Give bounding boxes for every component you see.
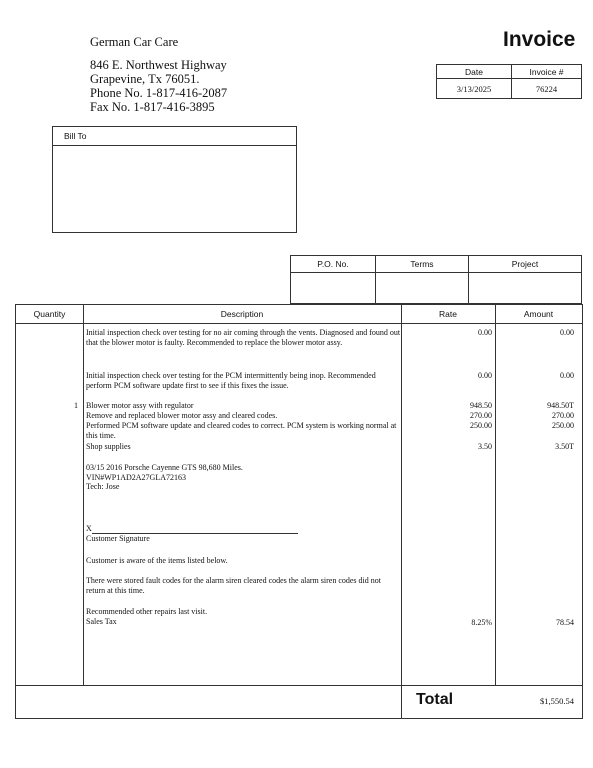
line-item-description: Performed PCM software update and cleared codes to correct. PCM system is working normal at this time.: [86, 421, 397, 440]
company-info: [90, 35, 227, 114]
line-item-amount: 250.00: [552, 421, 574, 430]
note-fault-codes: There were stored fault codes for the alarm siren cleared codes the alarm siren codes did not return at this time.: [86, 576, 381, 595]
header-divider: [16, 323, 582, 324]
project-value: [469, 273, 582, 304]
line-item-amount: 948.50T: [547, 401, 574, 410]
sales-tax-rate: 8.25%: [471, 618, 492, 627]
sales-tax-label: Sales Tax: [86, 617, 117, 626]
company-phone: Phone No. 1-817-416-2087: [90, 86, 228, 100]
company-name: German Car Care: [90, 35, 179, 49]
column-divider: [495, 305, 496, 685]
total-label: Total: [416, 691, 454, 708]
line-item-description: Initial inspection check over testing for the PCM intermittently being inop. Recommended perform PCM software update first to see if this fixes the issue.: [86, 371, 376, 390]
column-divider: [401, 305, 402, 718]
line-item-amount: 0.00: [560, 328, 574, 337]
vehicle-mileage-line: 03/15 2016 Porsche Cayenne GTS 98,680 Miles.: [86, 463, 243, 472]
note-recommended: Recommended other repairs last visit.: [86, 607, 208, 616]
total-divider: [16, 685, 582, 686]
line-item-rate: 3.50: [478, 442, 492, 451]
vehicle-info: [86, 463, 401, 492]
line-item-amount: 3.50T: [555, 442, 574, 451]
company-address-line2: Grapevine, Tx 76051.: [90, 72, 200, 86]
sales-tax-amount: 78.54: [556, 618, 574, 627]
po-number-value: [291, 273, 376, 304]
line-item-description: Remove and replaced blower motor assy and cleared codes.: [86, 411, 278, 420]
invoice-number-value: 76224: [512, 79, 582, 99]
line-item-amount: 0.00: [560, 371, 574, 380]
date-value: 3/13/2025: [437, 79, 512, 99]
line-item-quantity: 1: [74, 401, 78, 410]
document-title: Invoice: [503, 28, 576, 51]
rate-header: Rate: [439, 309, 457, 319]
line-item-description: Initial inspection check over testing for no air coming through the vents. Diagnosed and found out that the blower motor is faulty. Recommended to replace the blower motor assy.: [86, 328, 401, 347]
invoice-number-label: Invoice #: [512, 65, 582, 79]
signature-mark: X: [86, 524, 92, 533]
note-customer-aware: Customer is aware of the items listed below.: [86, 556, 228, 565]
line-item-rate: 270.00: [470, 411, 492, 420]
terms-value: [376, 273, 469, 304]
project-label: Project: [469, 256, 582, 273]
po-number-label: P.O. No.: [291, 256, 376, 273]
line-item-description: Blower motor assy with regulator: [86, 401, 194, 410]
description-header: Description: [220, 309, 264, 319]
total-value: $1,550.54: [540, 696, 574, 706]
line-item-amount: 270.00: [552, 411, 574, 420]
line-items-table: [15, 304, 583, 719]
line-item-description: Shop supplies: [86, 442, 131, 451]
column-divider: [83, 305, 84, 685]
line-item-rate: 0.00: [478, 328, 492, 337]
line-item-rate: 0.00: [478, 371, 492, 380]
bill-to-label: Bill To: [53, 127, 296, 146]
line-item-rate: 250.00: [470, 421, 492, 430]
vehicle-vin: VIN#WP1AD2A27GLA72163: [86, 472, 186, 482]
terms-label: Terms: [376, 256, 469, 273]
company-address-line1: 846 E. Northwest Highway: [90, 58, 227, 72]
company-fax: Fax No. 1-817-416-3895: [90, 100, 215, 114]
date-label: Date: [437, 65, 512, 79]
quantity-header: Quantity: [33, 309, 66, 319]
invoice-meta-table: [436, 64, 582, 99]
bill-to-box: [52, 126, 297, 233]
line-item-rate: 948.50: [470, 401, 492, 410]
technician: Tech: Jose: [86, 482, 120, 492]
po-terms-table: [290, 255, 582, 304]
amount-header: Amount: [523, 309, 554, 319]
signature-label: Customer Signature: [86, 534, 150, 543]
